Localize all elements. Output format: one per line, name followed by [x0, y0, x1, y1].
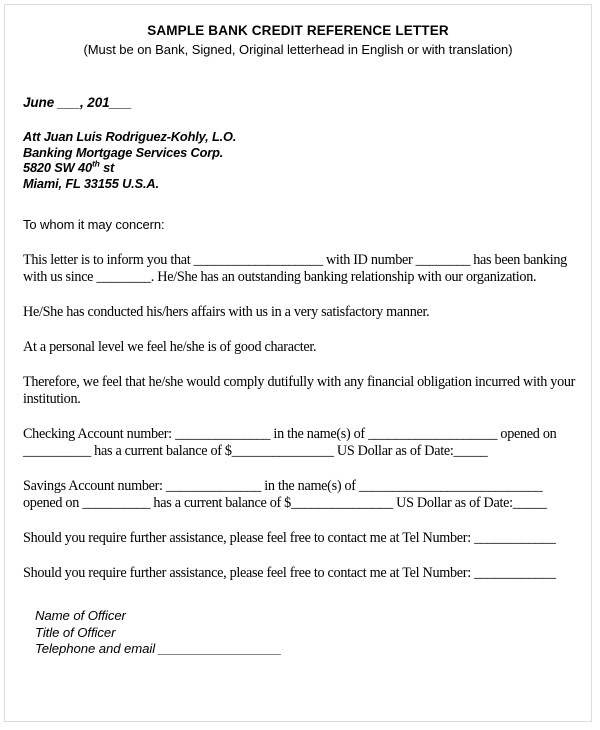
recipient-city-state-zip: Miami, FL 33155 U.S.A. [23, 175, 159, 191]
page-title: SAMPLE BANK CREDIT REFERENCE LETTER [147, 23, 449, 38]
document-header [5, 5, 591, 59]
contact-paragraph-2: Should you require further assistance, please feel free to contact me at Tel Number: ____________ [23, 565, 556, 581]
checking-account-details: Checking Account number: ______________ in the name(s) of ___________________ opened on __________ has a current balance of $_______________ US Dollar as of Date:_____ [23, 426, 557, 459]
recipient-address-block [23, 129, 591, 191]
savings-account-details: Savings Account number: ______________ in the name(s) of ___________________________ opened on __________ has a current balance of $_______________ US Dollar as of Date:_____ [23, 478, 547, 511]
body-paragraph-4: Therefore, we feel that he/she would comply dutifully with any financial obligation incurred with your institution. [23, 374, 576, 407]
date-line: June ___, 201___ [23, 95, 132, 110]
recipient-street-suffix: st [99, 160, 115, 175]
salutation: To whom it may concern: [23, 217, 165, 232]
recipient-attention: Att Juan Luis Rodriguez-Kohly, L.O. [23, 129, 237, 144]
body-paragraph-1: This letter is to inform you that ___________________ with ID number ________ has been banking with us since ________. He/She has an outstanding banking relationship with our organization. [23, 252, 567, 285]
contact-paragraph-1: Should you require further assistance, please feel free to contact me at Tel Number: ____________ [23, 530, 556, 546]
officer-name-line: Name of Officer [35, 608, 126, 623]
body-paragraph-3: At a personal level we feel he/she is of good character. [23, 339, 317, 355]
recipient-street-number: 5820 SW 40 [23, 160, 92, 175]
recipient-company: Banking Mortgage Services Corp. [23, 144, 224, 160]
letter-page [4, 4, 592, 722]
body-paragraph-2: He/She has conducted his/hers affairs with us in a very satisfactory manner. [23, 304, 430, 320]
officer-contact-line: Telephone and email _________________ [35, 641, 282, 656]
document-subtitle: (Must be on Bank, Signed, Original letterhead in English or with translation) [83, 42, 513, 57]
signature-block [35, 608, 591, 658]
recipient-street [23, 160, 591, 176]
recipient-street-ordinal: th [91, 158, 100, 169]
officer-title-line: Title of Officer [35, 624, 116, 640]
